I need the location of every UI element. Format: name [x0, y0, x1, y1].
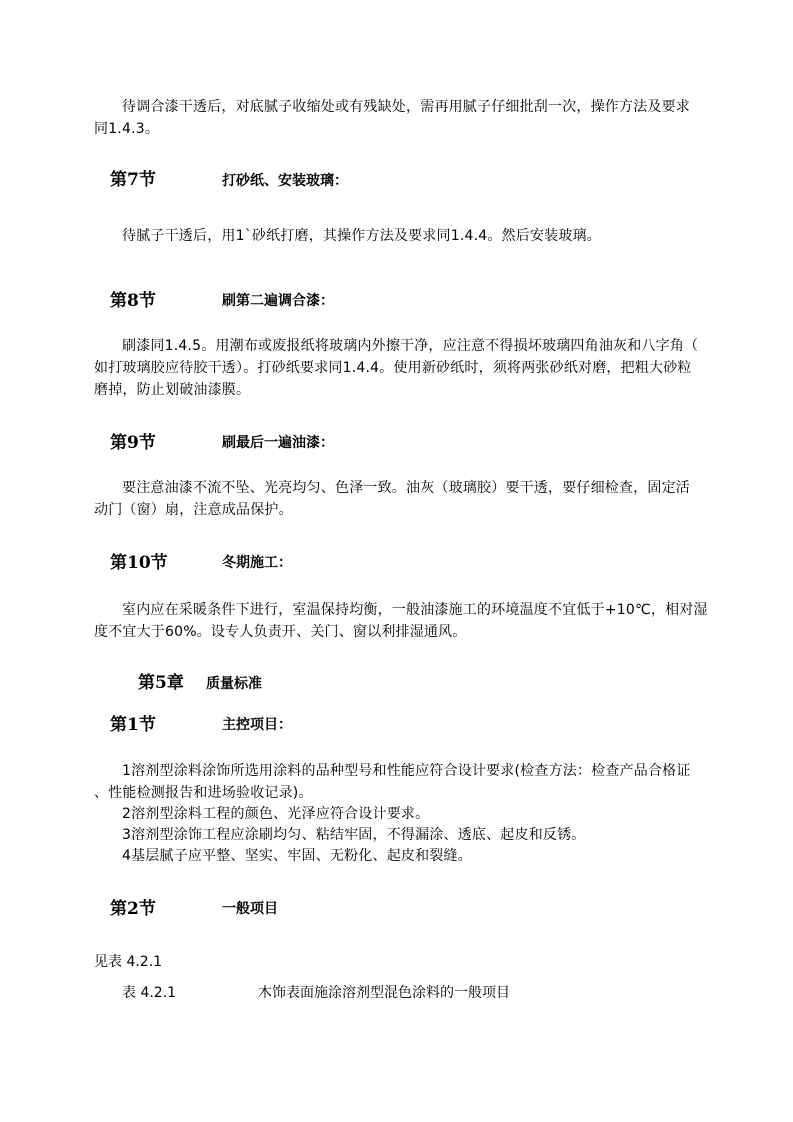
- section-number: 第8节: [110, 291, 156, 311]
- paragraph-line: 度不宜大于60%。设专人负责开、关门、窗以利排湿通风。: [94, 624, 467, 640]
- paragraph-line: 磨掉，防止划破油漆膜。: [94, 382, 251, 398]
- section-title: 冬期施工：: [222, 555, 292, 571]
- section-title: 主控项目：: [222, 717, 292, 733]
- list-item: 1溶剂型涂料涂饰所选用涂料的品种型号和性能应符合设计要求(检查方法：检查产品合格证: [122, 763, 691, 779]
- paragraph-line: 待调合漆干透后，对底腻子收缩处或有残缺处，需再用腻子仔细批刮一次，操作方法及要求: [122, 99, 690, 115]
- paragraph-line: 如打玻璃胶应待胶干透）。打砂纸要求同1.4.4。使用新砂纸时，须将两张砂纸对磨，把粗大砂粒: [94, 360, 692, 376]
- table-caption-title: 木饰表面施涂溶剂型混色涂料的一般项目: [258, 985, 510, 1001]
- table-reference: 见表 4.2.1: [94, 954, 163, 970]
- section-number: 第9节: [110, 433, 156, 453]
- section-title: 刷最后一遍油漆：: [222, 435, 334, 451]
- paragraph-line: 刷漆同1.4.5。用潮布或废报纸将玻璃内外擦干净，应注意不得损坏玻璃四角油灰和八字角（: [122, 338, 699, 354]
- paragraph-line: 同1.4.3。: [94, 121, 160, 137]
- chapter-title: 质量标准: [206, 676, 262, 692]
- section-title: 刷第二遍调合漆：: [222, 293, 334, 309]
- paragraph-line: 要注意油漆不流不坠、光亮均匀、色泽一致。油灰（玻璃胶）要干透，要仔细检查，固定活: [122, 480, 690, 496]
- table-caption-number: 表 4.2.1: [122, 985, 177, 1001]
- section-number: 第10节: [110, 553, 168, 573]
- paragraph-line: 待腻子干透后，用1`砂纸打磨，其操作方法及要求同1.4.4。然后安装玻璃。: [122, 228, 601, 244]
- section-title: 一般项目: [222, 901, 278, 917]
- section-title: 打砂纸、安装玻璃：: [222, 173, 348, 189]
- section-number: 第1节: [110, 715, 156, 735]
- section-number: 第7节: [110, 170, 156, 190]
- chapter-number: 第5章: [138, 673, 184, 693]
- list-item: 2溶剂型涂料工程的颜色、光泽应符合设计要求。: [122, 806, 430, 822]
- section-number: 第2节: [110, 899, 156, 919]
- list-item: 、性能检测报告和进场验收记录)。: [94, 785, 313, 801]
- list-item: 4基层腻子应平整、坚实、牢固、无粉化、起皮和裂缝。: [122, 848, 472, 864]
- paragraph-line: 室内应在采暖条件下进行，室温保持均衡，一般油漆施工的环境温度不宜低于+10℃，相对湿: [122, 602, 708, 618]
- paragraph-line: 动门（窗）扇，注意成品保护。: [94, 502, 293, 518]
- list-item: 3溶剂型涂饰工程应涂刷均匀、粘结牢固，不得漏涂、透底、起皮和反锈。: [122, 827, 586, 843]
